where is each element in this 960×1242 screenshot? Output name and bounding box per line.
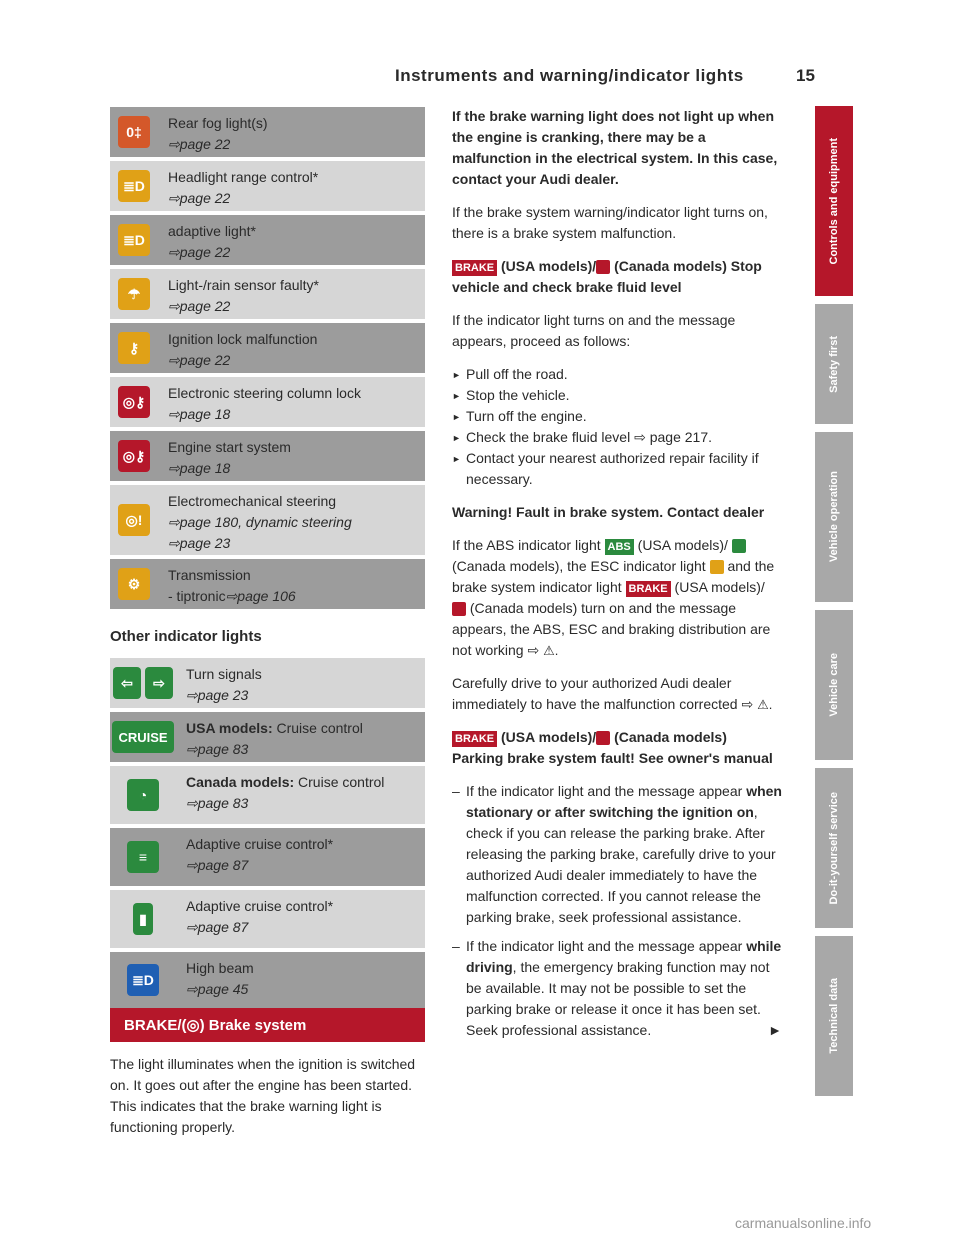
chapter-tabs [815, 106, 853, 1104]
step-item: ► Check the brake fluid level ⇨ page 217. [452, 427, 782, 448]
row-cruise-usa [110, 712, 425, 762]
row-ref: ⇨page 18 [168, 406, 231, 422]
row-label: Adaptive cruise control* [186, 836, 334, 852]
step-item: ► Turn off the engine. [452, 406, 782, 427]
row-electromechanical-steering [110, 485, 425, 555]
row-label: Rear fog light(s) [168, 115, 268, 131]
dash-item: – If the indicator light and the message appear when stationary or after switching the ignition on, check if you can release the parking brake. After releasing the parking brake, carefully drive to your authorized Audi dealer immediately to have the malfunction corrected. If you cannot release the parking brake, seek professional assistance. [452, 781, 782, 928]
steering-wheel-icon: ◎! [118, 504, 150, 536]
watermark: carmanualsonline.info [735, 1215, 872, 1231]
high-beam-icon: ≣D [127, 964, 159, 996]
turn-left-icon: ⇦ [113, 667, 141, 699]
para-heading: Warning! Fault in brake system. Contact dealer [452, 504, 765, 520]
brake-icon: BRAKE [452, 260, 497, 276]
continue-arrow-icon: ► [768, 1022, 782, 1038]
row-acc-1 [110, 828, 425, 886]
text-part: (USA models)/ [674, 579, 765, 595]
row-turn-signals [110, 658, 425, 708]
step-item: ► Pull off the road. [452, 364, 782, 385]
row-label: Light-/rain sensor faulty* [168, 277, 319, 293]
row-ref: ⇨page 23 [186, 687, 249, 703]
row-bold: USA models: [186, 720, 273, 736]
rear-fog-icon: 0‡ [118, 116, 150, 148]
row-ref: ⇨page 83 [186, 741, 249, 757]
row-acc-2 [110, 890, 425, 948]
dash-list [452, 781, 782, 1041]
row-label: Cruise control [272, 720, 363, 736]
brake-icon: BRAKE [452, 731, 497, 747]
row-light-rain-sensor [110, 269, 425, 319]
row-headlight-range [110, 161, 425, 211]
light-rain-sensor-icon: ☂ [118, 278, 150, 310]
row-label: Cruise control [294, 774, 385, 790]
headlight-range-icon: ≣D [118, 170, 150, 202]
brake-body-text: The light illuminates when the ignition is switched on. It goes out after the engine has been started. This indicates that the brake warning light is functioning properly. [110, 1056, 416, 1135]
tab-safety[interactable]: Safety first [815, 304, 853, 424]
turn-right-icon: ⇨ [145, 667, 173, 699]
row-label: Electronic steering column lock [168, 385, 361, 401]
adaptive-light-icon: ≣D [118, 224, 150, 256]
row-ref: ⇨page 87 [186, 919, 249, 935]
banner-title: /(◎) Brake system [177, 1017, 307, 1034]
text-part: (Canada models), the ESC indicator light [452, 558, 706, 574]
row-steering-lock [110, 377, 425, 427]
heading-part: (Canada models) Stop vehicle and check brake fluid level [452, 258, 762, 295]
row-ref: ⇨page 45 [186, 981, 249, 997]
steps-list [452, 364, 782, 490]
row-label: Turn signals [186, 666, 262, 682]
adaptive-cruise-car-icon: ▮ [133, 903, 153, 935]
row-pre: - tiptronic [168, 588, 226, 604]
cruise-icon: CRUISE [112, 721, 174, 753]
row-ref: ⇨page 83 [186, 795, 249, 811]
row-ref: ⇨page 18 [168, 460, 231, 476]
text-part: Carefully drive to your authorized Audi dealer immediately to have the malfunction corrected ⇨ [452, 675, 754, 712]
brake-canada-icon [596, 260, 610, 274]
row-ref: ⇨page 87 [186, 857, 249, 873]
row-adaptive-light [110, 215, 425, 265]
heading-part: (USA models)/ [501, 258, 597, 274]
transmission-gear-icon: ⚙ [118, 568, 150, 600]
text-part: (Canada models) turn on and the message appears, the ABS, ESC and braking distribution are not working ⇨ [452, 600, 771, 658]
tab-controls[interactable]: Controls and equipment [815, 106, 853, 296]
row-label: Electromechanical steering [168, 493, 337, 509]
row-label: Headlight range control* [168, 169, 319, 185]
tab-diy-service[interactable]: Do-it-yourself service [815, 768, 853, 928]
warning-icon: ⚠. [757, 697, 773, 712]
row-ref: ⇨page 22 [168, 352, 231, 368]
brake-system-banner [110, 1008, 425, 1042]
text-part: (USA models)/ [637, 537, 728, 553]
row-label: Adaptive cruise control* [186, 898, 334, 914]
row-ref2: ⇨page 23 [168, 535, 231, 551]
row-high-beam [110, 952, 425, 1008]
row-ref: ⇨page 22 [168, 190, 231, 206]
other-indicator-list [110, 658, 425, 1012]
header-title: Instruments and warning/indicator lights [395, 66, 744, 85]
other-indicators-title: Other indicator lights [110, 628, 262, 645]
indicator-list [110, 107, 425, 613]
tab-vehicle-operation[interactable]: Vehicle operation [815, 432, 853, 602]
row-label: adaptive light* [168, 223, 256, 239]
row-transmission [110, 559, 425, 609]
para: If the brake system warning/indicator light turns on, there is a brake system malfunction. [452, 204, 768, 241]
row-engine-start [110, 431, 425, 481]
row-rear-fog [110, 107, 425, 157]
ignition-lock-icon: ⚷ [118, 332, 150, 364]
warning-icon: ⚠. [543, 643, 559, 658]
row-cruise-canada [110, 766, 425, 824]
row-ref: ⇨page 22 [168, 298, 231, 314]
right-column [452, 106, 782, 1051]
brake-label: BRAKE [124, 1016, 178, 1034]
brake-icon: BRAKE [626, 581, 671, 597]
para: If the indicator light turns on and the message appears, proceed as follows: [452, 312, 736, 349]
row-ref: ⇨page 22 [168, 244, 231, 260]
speedometer-icon: ◔ [127, 779, 159, 811]
tab-technical-data[interactable]: Technical data [815, 936, 853, 1096]
brake-canada-icon [596, 731, 610, 745]
row-ref: ⇨page 106 [225, 588, 296, 604]
abs-icon: ABS [605, 539, 634, 555]
abs-canada-icon [732, 539, 746, 553]
page-header [0, 66, 960, 96]
page-number: 15 [796, 66, 815, 85]
adaptive-cruise-icon: ≡ [127, 841, 159, 873]
row-label: Engine start system [168, 439, 291, 455]
brake-canada-icon [452, 602, 466, 616]
tab-vehicle-care[interactable]: Vehicle care [815, 610, 853, 760]
heading-part: (Canada models) Parking brake system fault! See owner's manual [452, 729, 773, 766]
row-ignition-lock [110, 323, 425, 373]
steering-lock-icon: ◎⚷ [118, 386, 150, 418]
dash-item: – If the indicator light and the message appear while driving, the emergency braking function may not be available. It may not be possible to set the parking brake or release it once it has been set. Seek professional assistance. ► [452, 936, 782, 1041]
step-item: ► Stop the vehicle. [452, 385, 782, 406]
step-item: ► Contact your nearest authorized repair facility if necessary. [452, 448, 782, 490]
engine-start-icon: ◎⚷ [118, 440, 150, 472]
row-bold: Canada models: [186, 774, 295, 790]
text-part: and the brake system indicator light [452, 558, 775, 595]
row-ref: ⇨page 180, dynamic steering [168, 514, 352, 530]
row-label: Ignition lock malfunction [168, 331, 318, 347]
row-label: Transmission [168, 567, 251, 583]
heading-part: (USA models)/ [501, 729, 597, 745]
para-heading: If the brake warning light does not light up when the engine is cranking, there may be a malfunction in the electrical system. In this case, contact your Audi dealer. [452, 108, 778, 187]
text-part: If the ABS indicator light [452, 537, 601, 553]
row-ref: ⇨page 22 [168, 136, 231, 152]
row-label: High beam [186, 960, 254, 976]
esc-icon [710, 560, 724, 574]
